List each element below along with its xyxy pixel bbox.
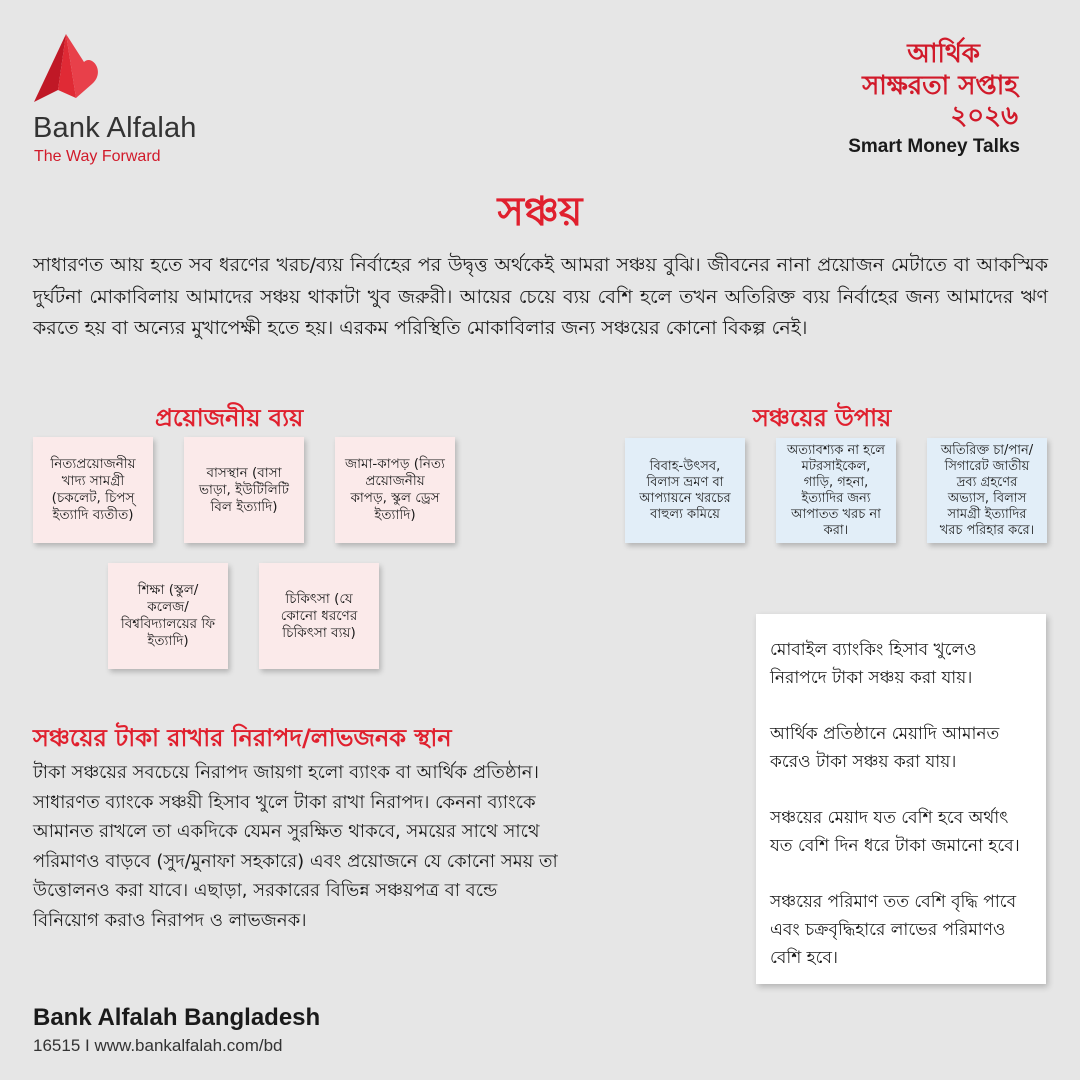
expense-card-medical: চিকিৎসা (যে কোনো ধরণের চিকিৎসা ব্যয়) bbox=[259, 563, 379, 669]
safe-place-heading: সঞ্চয়ের টাকা রাখার নিরাপদ/লাভজনক স্থান bbox=[33, 724, 452, 752]
bank-alfalah-logo-icon bbox=[30, 32, 110, 104]
campaign-line-3: ২০২৬ bbox=[950, 101, 1018, 131]
campaign-subtitle: Smart Money Talks bbox=[848, 136, 1020, 157]
expense-card-education: শিক্ষা (স্কুল/ কলেজ/ বিশ্ববিদ্যালয়ের ফি ইত্যাদি) bbox=[108, 563, 228, 669]
tip-fixed-deposit: আর্থিক প্রতিষ্ঠানে মেয়াদি আমানত করেও টাকা সঞ্চয় করা যায়। bbox=[770, 724, 1000, 772]
saving-card-festivals: বিবাহ-উৎসব, বিলাস ভ্রমণ বা আপ্যায়নে খরচের বাহুল্য কমিয়ে bbox=[625, 438, 745, 543]
brand-name: Bank Alfalah bbox=[33, 112, 197, 144]
saving-card-habits: অতিরিক্ত চা/পান/ সিগারেট জাতীয় দ্রব্য গ্রহণের অভ্যাস, বিলাস সামগ্রী ইত্যাদির খরচ পরিহার করে। bbox=[927, 438, 1047, 543]
savings-heading: সঞ্চয়ের উপায় bbox=[753, 404, 892, 432]
campaign-line-1: আর্থিক bbox=[907, 39, 980, 69]
expense-card-clothing: জামা-কাপড় (নিত্য প্রয়োজনীয় কাপড়, স্কুল ড্রেস ইত্যাদি) bbox=[335, 437, 455, 543]
brand-tagline: The Way Forward bbox=[34, 148, 161, 165]
safe-place-paragraph: টাকা সঞ্চয়ের সবচেয়ে নিরাপদ জায়গা হলো ব্যাংক বা আর্থিক প্রতিষ্ঠান। সাধারণত ব্যাংকে সঞ্চয়ী হিসাব খুলে টাকা রাখা নিরাপদ। কেননা ব্যাংকে আমানত রাখলে তা একদিকে যেমন সুরক্ষিত থাকবে, সময়ের সাথে সাথে পরিমাণও বাড়বে (সুদ/মুনাফা সহকারে) এবং প্রয়োজনে যে কোনো সময় তা উত্তোলনও করা যাবে। এছাড়া, সরকারের বিভিন্ন সঞ্চয়পত্র বা বন্ডে বিনিয়োগ করাও নিরাপদ ও লাভজনক। bbox=[33, 762, 558, 931]
intro-paragraph: সাধারণত আয় হতে সব ধরণের খরচ/ব্যয় নির্বাহের পর উদ্বৃত্ত অর্থকেই আমরা সঞ্চয় বুঝি। জীবনের নানা প্রয়োজন মেটাতে বা আকস্মিক দুর্ঘটনা মোকাবিলায় আমাদের সঞ্চয় থাকাটা খুব জরুরী। আয়ের চেয়ে ব্যয় বেশি হলে তখন অতিরিক্ত ব্যয় নির্বাহের জন্য আমাদের ঋণ করতে হয় বা অন্যের মুখাপেক্ষী হতে হয়। এরকম পরিস্থিতি মোকাবিলার জন্য সঞ্চয়ের কোনো বিকল্প নেই। bbox=[33, 254, 1048, 339]
page-title: সঞ্চয় bbox=[497, 189, 583, 235]
expense-card-food: নিত্যপ্রয়োজনীয় খাদ্য সামগ্রী (চকলেট, চিপস্‌ ইত্যাদি ব্যতীত) bbox=[33, 437, 153, 543]
tip-compound-growth: সঞ্চয়ের পরিমাণ তত বেশি বৃদ্ধি পাবে এবং চক্রবৃদ্ধিহারে লাভের পরিমাণও বেশি হবে। bbox=[770, 892, 1017, 968]
tip-duration: সঞ্চয়ের মেয়াদ যত বেশি হবে অর্থাৎ যত বেশি দিন ধরে টাকা জমানো হবে। bbox=[770, 808, 1020, 856]
expense-card-housing: বাসস্থান (বাসা ভাড়া, ইউটিলিটি বিল ইত্যাদি) bbox=[184, 437, 304, 543]
footer-contact: 16515 I www.bankalfalah.com/bd bbox=[33, 1036, 283, 1055]
footer-bank-name: Bank Alfalah Bangladesh bbox=[33, 1004, 321, 1031]
expenses-heading: প্রয়োজনীয় ব্যয় bbox=[155, 404, 304, 432]
tips-box bbox=[756, 614, 1046, 984]
campaign-line-2: সাক্ষরতা সপ্তাহ bbox=[862, 71, 1018, 101]
saving-card-vehicles: অত্যাবশ্যক না হলে মটরসাইকেল, গাড়ি, গহনা, ইত্যাদির জন্য আপাতত খরচ না করা। bbox=[776, 438, 896, 543]
tip-mobile-banking: মোবাইল ব্যাংকিং হিসাব খুলেও নিরাপদে টাকা সঞ্চয় করা যায়। bbox=[770, 640, 977, 688]
